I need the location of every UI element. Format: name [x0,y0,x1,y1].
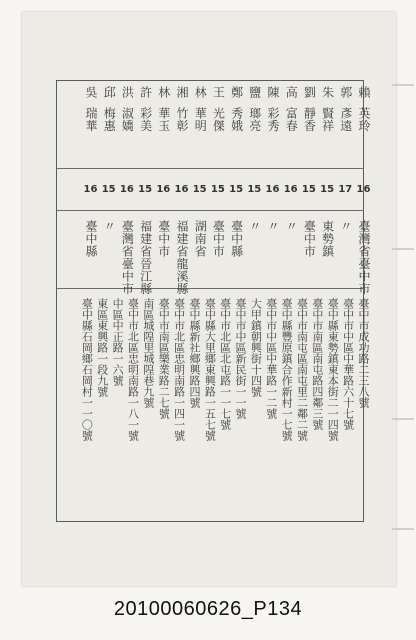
student-age: 16 [265,184,280,195]
student-origin: 臺中市 [211,220,226,258]
row-divider [56,168,364,169]
student-age: 15 [247,184,262,195]
surname: 劉 [302,86,317,99]
student-address: 南區城隍里城隍巷九號 [141,298,155,408]
student-name [192,86,207,132]
student-address: 臺中縣東勢鎮東本街二一四號 [326,298,340,441]
student-origin: 臺灣省臺中市 [357,220,371,295]
student-address: 大甲鎮朝興街十四號 [249,298,263,397]
student-address: 臺中縣石岡鄉石岡村一一〇號 [80,298,94,441]
student-origin: 臺中市 [302,220,317,258]
student-origin: 〃 [338,220,353,233]
student-age: 16 [119,184,134,195]
student-address: 臺中市南區南屯路四鄰三號 [310,298,324,430]
student-age: 15 [210,184,225,195]
addresses-band [56,298,370,520]
surname: 邱 [102,86,117,99]
student-address: 臺中市南區樂業路二七號 [157,298,171,419]
student-name [301,86,316,132]
surname: 高 [284,86,299,99]
student-name [83,86,98,132]
student-age: 16 [174,184,189,195]
student-address: 中區中正路一六號 [111,298,125,386]
student-age: 16 [156,184,171,195]
given-name: 彩秀 [266,106,280,132]
student-age: 15 [320,184,335,195]
given-name: 彩美 [138,106,153,132]
student-address: 臺中市中區新民街一一號 [234,298,248,419]
page-caption: 20100060626_P134 [113,598,303,620]
surname: 鄭 [229,86,244,99]
surname: 王 [211,86,226,99]
surname: 吳 [84,86,98,99]
binding-mark [392,84,414,86]
student-age: 15 [192,184,207,195]
given-name: 瑞華 [84,106,98,132]
given-name: 英玲 [357,106,371,132]
student-name [356,86,371,132]
given-name: 彥遠 [338,106,353,132]
student-address: 臺中市中區中華路六十七號 [341,298,355,430]
student-origin: 臺灣省臺中市 [120,220,135,295]
student-name [101,86,116,132]
student-age: 17 [338,184,353,195]
student-address: 臺中縣大里鄉東興路一五七號 [203,298,217,441]
row-divider [56,288,364,289]
student-origin: 臺中縣 [84,220,98,258]
student-origin: 東勢鎮 [320,220,335,258]
student-origin: 〃 [102,220,117,233]
student-origin: 湖南省 [193,220,208,258]
student-name [119,86,134,132]
student-address: 臺中縣豐原鎮合作新村一七號 [280,298,294,441]
surname: 陳 [266,86,280,99]
surname: 林 [193,86,208,99]
student-origin: 福建省龍溪縣 [175,220,189,295]
student-name [156,86,171,132]
student-origin: 〃 [284,220,299,233]
given-name: 瑯亮 [247,106,262,132]
student-name [229,86,244,132]
student-origin: 〃 [247,220,262,233]
row-divider [56,210,364,211]
binding-mark [392,418,414,420]
student-age: 15 [301,184,316,195]
surname: 朱 [320,86,335,99]
student-address: 臺中市北區忠明南路一四一號 [172,298,186,441]
surname: 鹽 [247,86,262,99]
given-name: 富春 [284,106,299,132]
given-name: 華明 [193,106,208,132]
student-age: 16 [356,184,371,195]
given-name: 秀娥 [229,106,244,132]
student-address: 東區東興路一段九號 [95,298,109,397]
student-address: 臺中市成功路二三八號 [357,298,370,408]
student-name [265,86,280,132]
given-name: 光傑 [211,106,226,132]
surname: 許 [138,86,153,99]
student-age: 16 [83,184,98,195]
student-origin: 臺中市 [156,220,171,258]
student-age: 15 [101,184,116,195]
student-address: 臺中縣新社鄉興路四號 [187,298,201,408]
student-name [247,86,262,132]
names-band [56,86,371,166]
origins-band [56,220,371,295]
student-origin: 〃 [266,220,280,233]
binding-mark [392,528,414,530]
student-age: 15 [138,184,153,195]
student-origin: 臺中縣 [229,220,244,258]
student-name [210,86,225,132]
student-origin: 福建省晉江縣 [138,220,153,295]
student-address: 臺中市南屯區南屯里二鄰二號 [295,298,309,441]
student-address: 臺中市北區忠明南路一八一號 [126,298,140,441]
student-age: 15 [229,184,244,195]
student-address: 臺中市中區中華路一二號 [264,298,278,419]
ages-band [56,184,371,204]
given-name: 竹彰 [175,106,189,132]
binding-mark [392,248,414,250]
given-name: 華玉 [156,106,171,132]
surname: 林 [156,86,171,99]
student-name [320,86,335,132]
surname: 洪 [120,86,135,99]
student-name [283,86,298,132]
student-age: 16 [283,184,298,195]
student-name [338,86,353,132]
surname: 賴 [357,86,371,99]
student-name [174,86,189,132]
given-name: 梅惠 [102,106,117,132]
student-name [138,86,153,132]
given-name: 賢祥 [320,106,335,132]
given-name: 靜香 [302,106,317,132]
surname: 郭 [338,86,353,99]
given-name: 淑嬌 [120,106,135,132]
surname: 湘 [175,86,189,99]
student-address: 臺中市北區北屯路一一七號 [218,298,232,430]
